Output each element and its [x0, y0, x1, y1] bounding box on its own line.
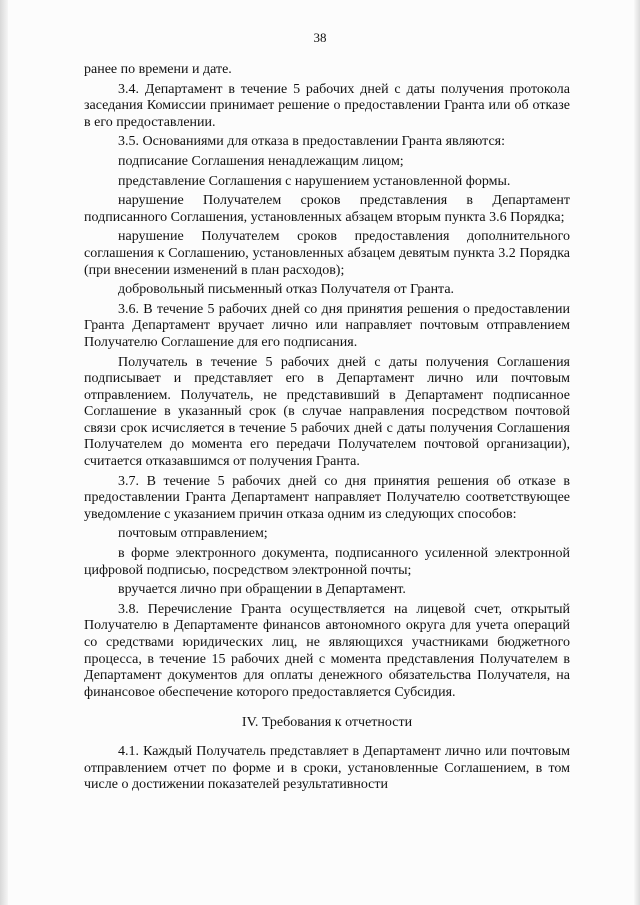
document-body [84, 62, 570, 794]
paragraph: в форме электронного документа, подписанного усиленной электронной цифровой подписью, посредством электронной почты; [84, 546, 570, 578]
paragraph: почтовым отправлением; [118, 526, 268, 542]
paragraph: добровольный письменный отказ Получателя от Гранта. [118, 282, 455, 298]
scan-edge-left [0, 0, 8, 905]
paragraph: нарушение Получателем сроков предоставления дополнительного соглашения к Соглашению, установленных абзацем девятым пункта 3.2 Порядка (при внесении изменений в план расходов); [84, 229, 570, 278]
paragraph: нарушение Получателем сроков представления в Департамент подписанного Соглашения, установленных абзацем вторым пункта 3.6 Порядка; [84, 193, 570, 225]
paragraph: 4.1. Каждый Получатель представляет в Департамент лично или почтовым отправлением отчет по форме и в сроки, установленные Соглашением, в том числе о достижении показателей результативности [84, 743, 570, 793]
section-heading: IV. Требования к отчетности [241, 715, 413, 731]
paragraph: 3.7. В течение 5 рабочих дней со дня принятия решения об отказе в предоставлении Гранта Департамент направляет Получателю соответствующее уведомление с указанием причин отказа одним из следующих способов: [84, 473, 570, 522]
paragraph: представление Соглашения с нарушением установленной формы. [118, 173, 511, 189]
scan-edge-right [634, 0, 640, 905]
paragraph: 3.8. Перечисление Гранта осуществляется на лицевой счет, открытый Получателю в Департаменте финансов автономного округа для учета операций со средствами юридических лиц, не являющихся участниками бюджетного процесса, в течение 15 рабочих дней с момента представления Получателем в Департамент документов для оплаты денежного обязательства Получателя, на финансовое обеспечение которого предоставляется Субсидия. [84, 601, 570, 700]
paragraph: ранее по времени и дате. [84, 62, 232, 77]
paragraph: 3.4. Департамент в течение 5 рабочих дней с даты получения протокола заседания Комиссии принимает решение о предоставлении Гранта или об отказе в его предоставлении. [84, 81, 570, 130]
page-number: 38 [313, 30, 327, 45]
paragraphs-before [84, 62, 570, 701]
paragraph: Получатель в течение 5 рабочих дней с даты получения Соглашения подписывает и представляет его в Департамент лично или почтовым отправлением. Получатель, не представивший в Департамент подписанное Соглашение в указанный срок (в случае направления посредством почтовой связи срок исчисляется в течение 5 рабочих дней с даты получения Соглашения Получателем до момента его передачи Получателем почтовой организации), считается отказавшимся от получения Гранта. [84, 354, 570, 470]
paragraph: 3.6. В течение 5 рабочих дней со дня принятия решения о предоставлении Гранта Департамент вручает лично или направляет почтовым отправлением Получателю Соглашение для его подписания. [84, 301, 570, 350]
paragraph: подписание Соглашения ненадлежащим лицом; [118, 153, 404, 169]
paragraph: вручается лично при обращении в Департамент. [118, 582, 406, 598]
paragraphs-after [84, 744, 570, 794]
paragraph: 3.5. Основаниями для отказа в предоставлении Гранта являются: [118, 134, 506, 150]
